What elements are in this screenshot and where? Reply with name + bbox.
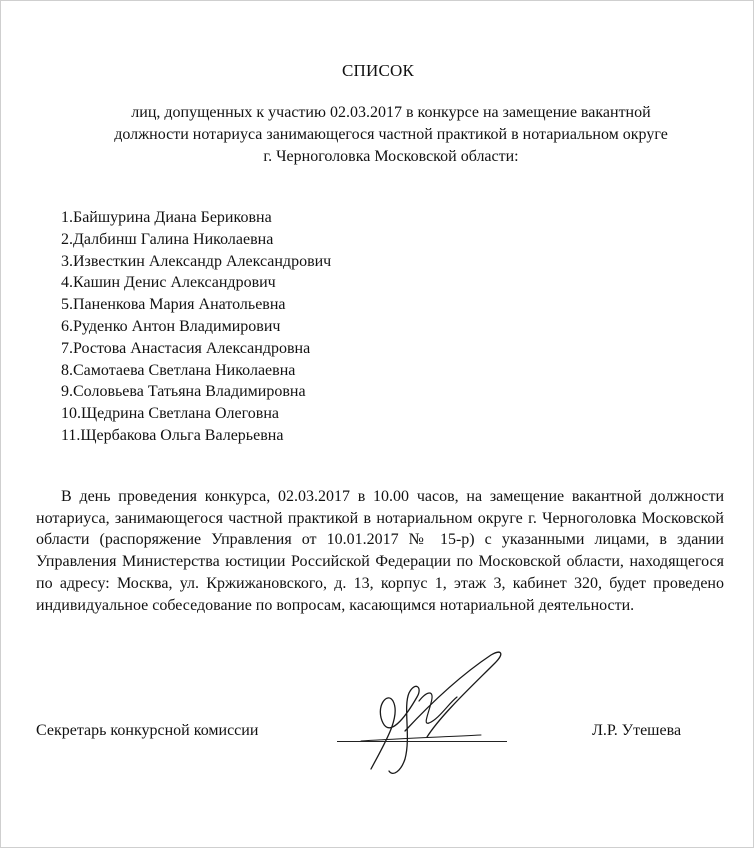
list-item: 11.Щербакова Ольга Валерьевна: [61, 426, 284, 444]
list-item: 10.Щедрина Светлана Олеговна: [61, 405, 279, 423]
handwritten-signature: [331, 641, 531, 791]
subtitle-line: лиц, допущенных к участию 02.03.2017 в конкурсе на замещение вакантной: [131, 104, 651, 121]
list-item: 8.Самотаева Светлана Николаевна: [61, 361, 296, 379]
participants-list: [61, 207, 331, 447]
list-item: 3.Известкин Александр Александрович: [61, 252, 332, 270]
list-item: 7.Ростова Анастасия Александровна: [61, 339, 311, 357]
list-item: 4.Кашин Денис Александрович: [61, 274, 276, 292]
signatory-role: Секретарь конкурсной комиссии: [36, 722, 259, 739]
subtitle-line: г. Черноголовка Московской области:: [263, 148, 519, 165]
list-item: 2.Далбинш Галина Николаевна: [61, 230, 274, 248]
document-title: СПИСОК: [341, 61, 415, 80]
subtitle-line: должности нотариуса занимающегося частной практикой в нотариальном округе: [114, 126, 668, 143]
list-item: 5.Паненкова Мария Анатольевна: [61, 296, 286, 314]
body-paragraph: В день проведения конкурса, 02.03.2017 в 10.00 часов, на замещение вакантной должности нотариуса, занимающегося частной практикой в нотариальном округе г. Черноголовка Московской области (распоряжение Управления от 10.01.2017 № 15-р) с указанными лицами, в здании Управления Министерства юстиции Российской Федерации по Московской области, находящегося по адресу: Москва, ул. Кржижановского, д. 13, корпус 1, этаж 3, кабинет 320, будет проведено индивидуальное собеседование по вопросам, касающимся нотариальной деятельности.: [36, 488, 724, 614]
signatory-name: Л.Р. Утешева: [592, 722, 682, 739]
list-item: 1.Байшурина Диана Бериковна: [61, 209, 272, 226]
list-item: 9.Соловьева Татьяна Владимировна: [61, 383, 306, 401]
list-item: 6.Руденко Антон Владимирович: [61, 317, 281, 335]
signature-line: [337, 741, 507, 742]
document-subtitle: [61, 102, 721, 168]
